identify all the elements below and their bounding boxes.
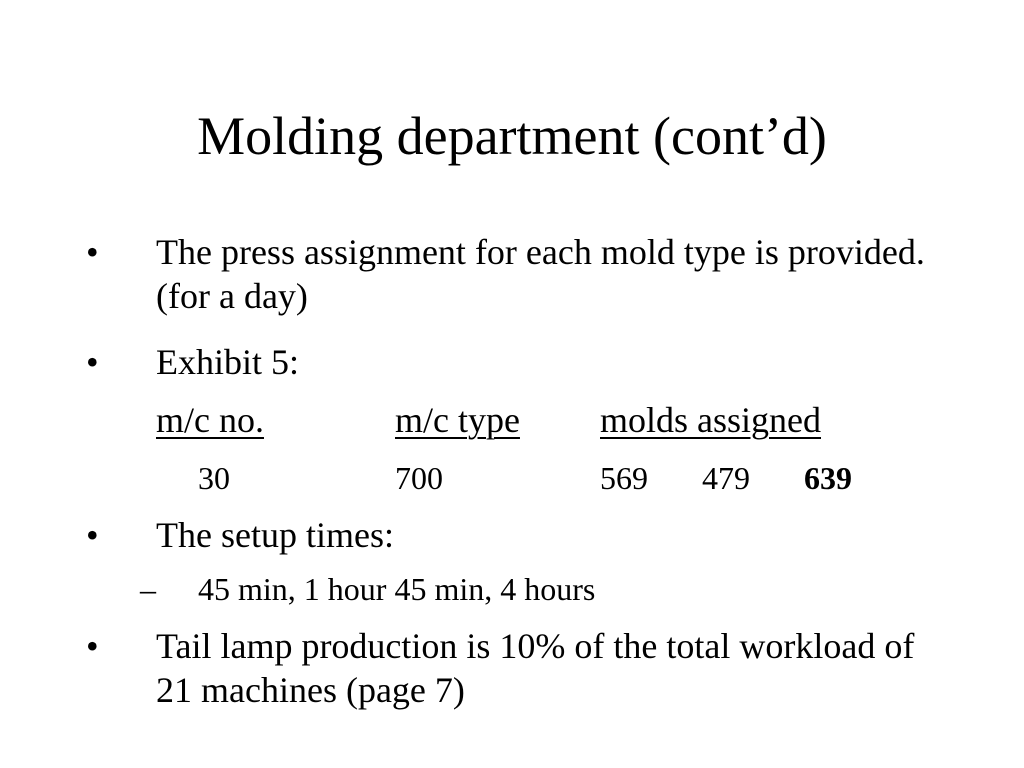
table-cell-mold: 479: [702, 460, 750, 496]
bullet-text: Tail lamp production is 10% of the total workload of 21 machines (page 7): [156, 626, 915, 710]
bullet-icon: •: [86, 626, 99, 666]
table-cell-mold: 569: [600, 460, 648, 496]
table-cell-machine-type: 700: [395, 460, 443, 496]
table-cell-mold-highlighted: 639: [804, 460, 852, 496]
table-cell-machine-no: 30: [198, 460, 230, 496]
table-header-molds-assigned: molds assigned: [600, 400, 821, 440]
bullet-icon: •: [86, 515, 99, 555]
bullet-text: The press assignment for each mold type is provided. (for a day): [156, 232, 925, 316]
bullet-icon: •: [86, 232, 99, 272]
table-header-machine-type: m/c type: [395, 400, 520, 440]
dash-icon: –: [140, 571, 156, 607]
bullet-text: Exhibit 5:: [156, 342, 299, 382]
table-header-machine-no: m/c no.: [156, 400, 264, 440]
bullet-icon: •: [86, 342, 99, 382]
bullet-text: The setup times:: [156, 515, 394, 555]
slide-title: Molding department (cont’d): [197, 106, 827, 166]
sub-bullet-text: 45 min, 1 hour 45 min, 4 hours: [198, 571, 596, 607]
